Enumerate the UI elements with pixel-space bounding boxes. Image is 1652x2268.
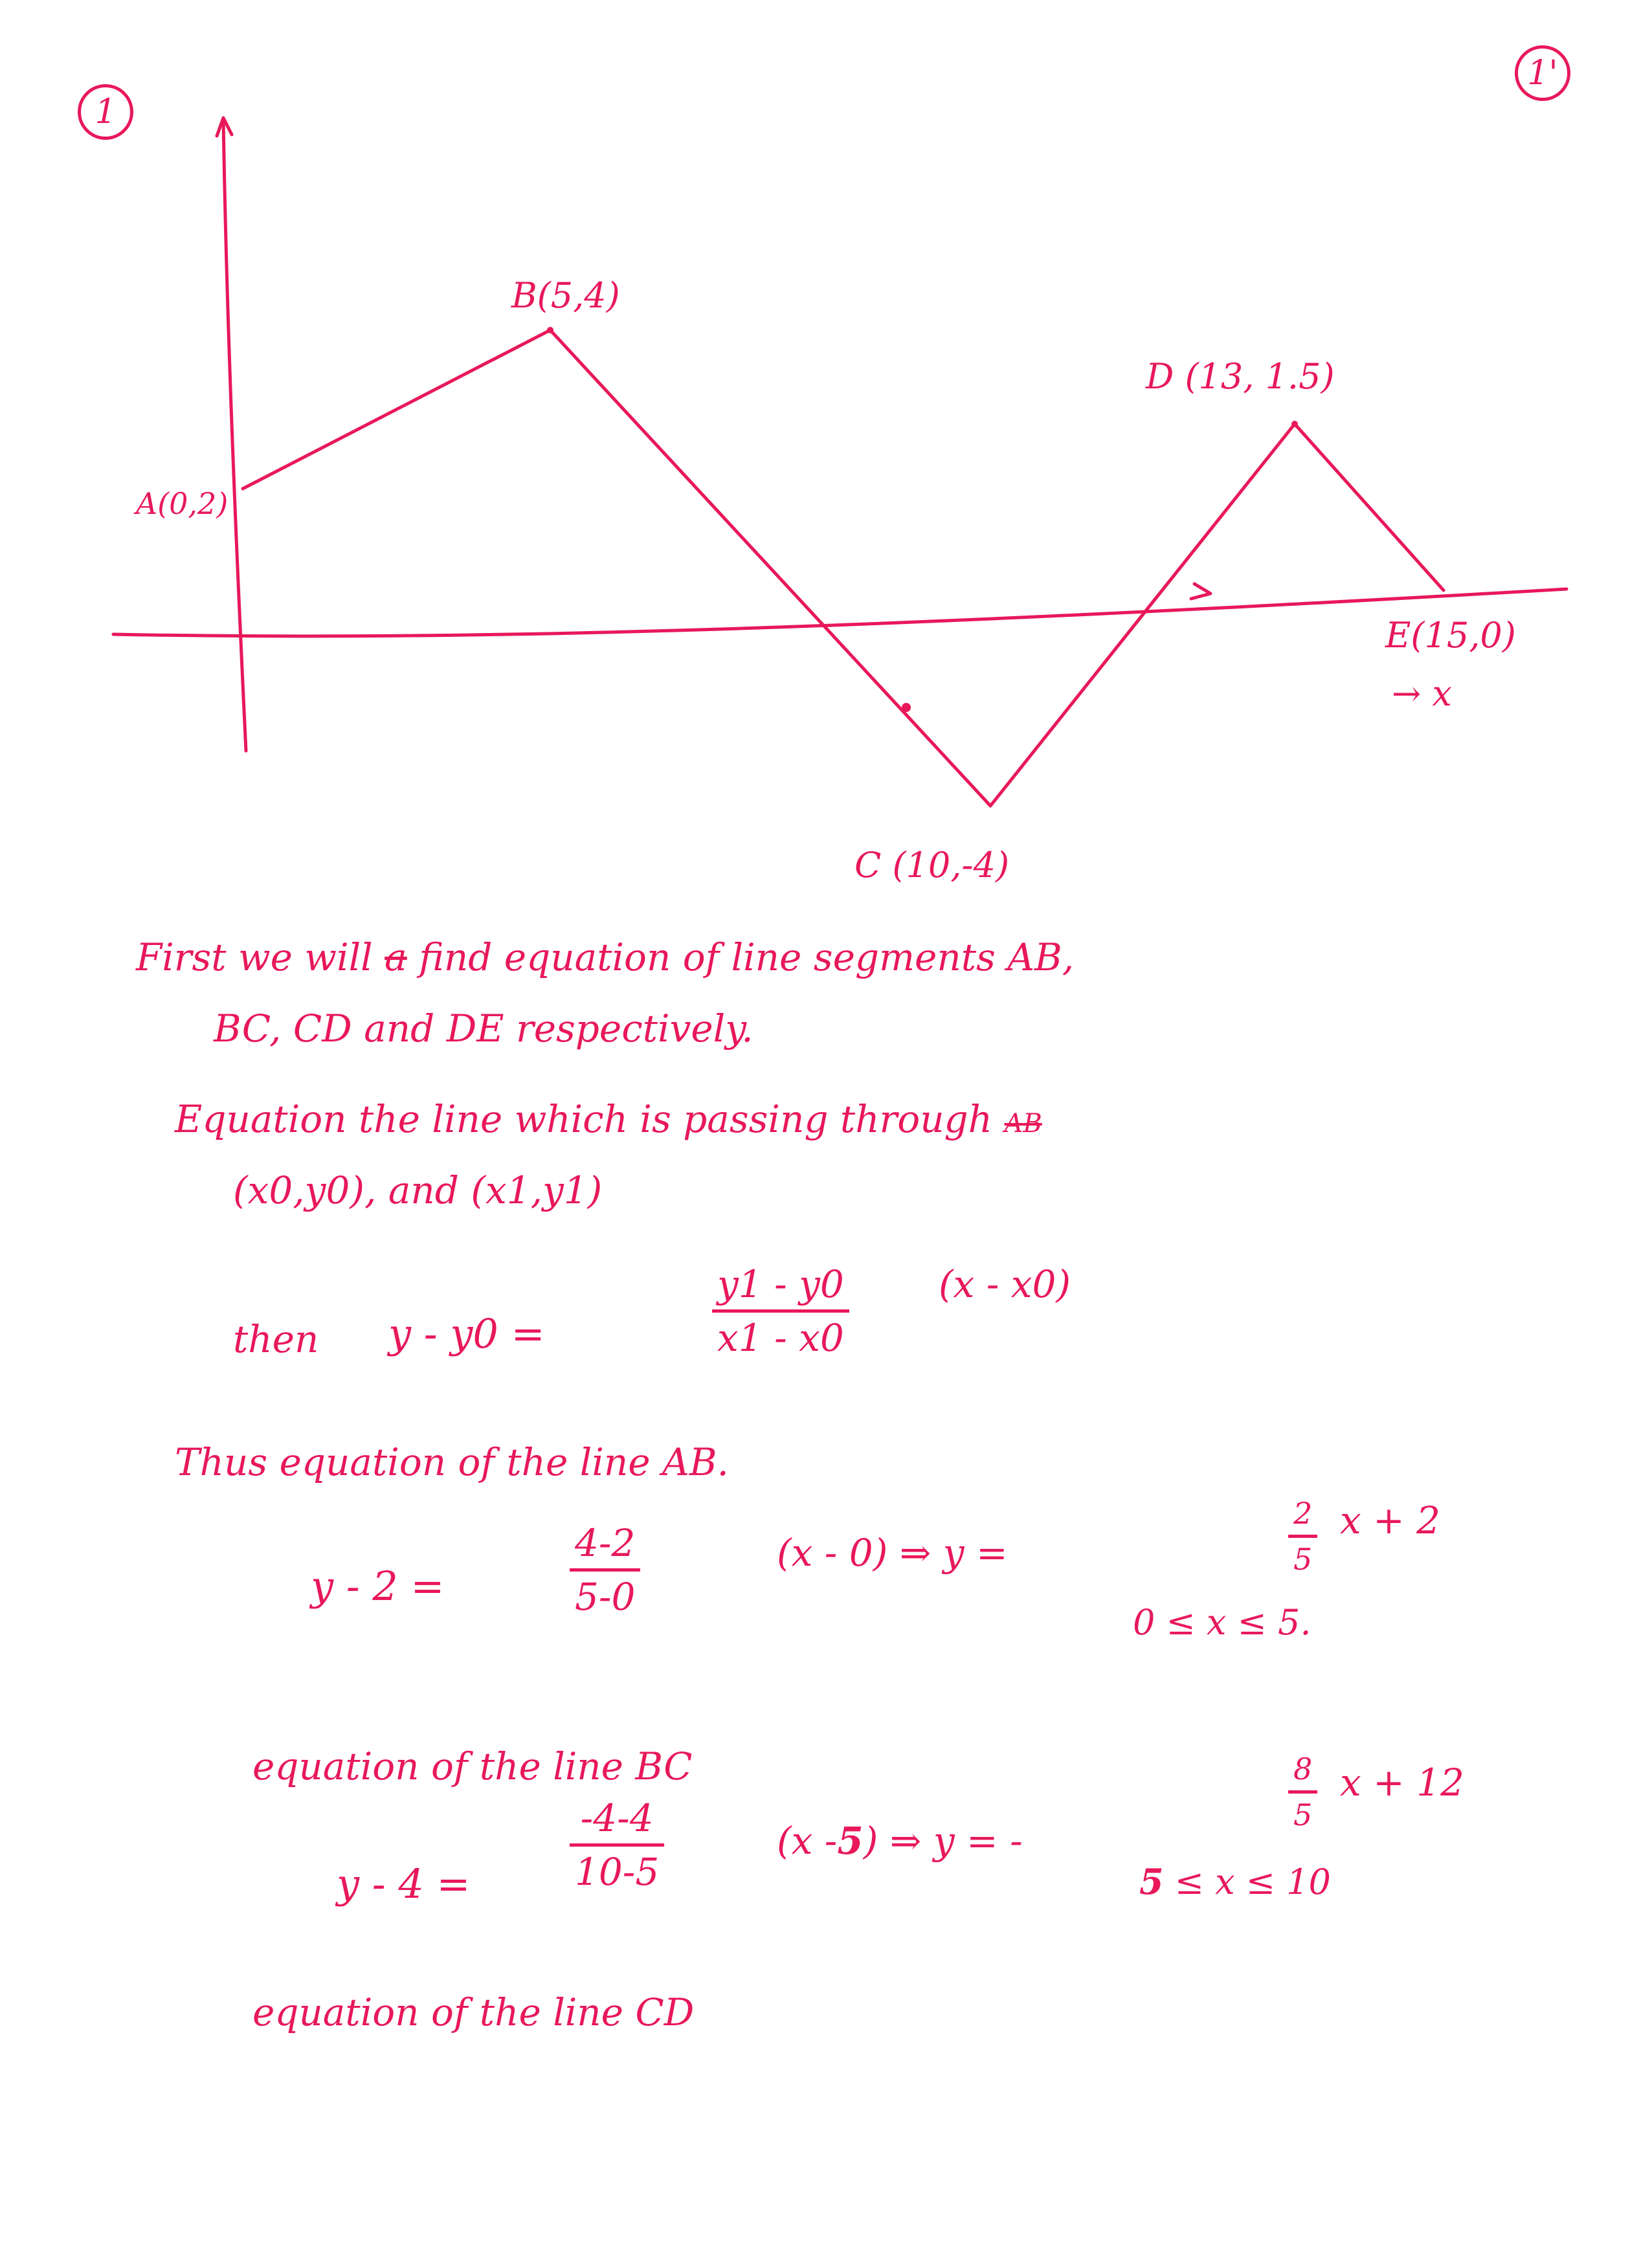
heading-line-cd: equation of the line CD: [252, 1990, 695, 2034]
bc-lhs: y - 4 =: [337, 1860, 471, 1907]
formula-fraction: y1 - y0 x1 - x0: [712, 1265, 849, 1357]
ab-fraction: 4-2 5-0: [570, 1524, 640, 1616]
bc-slope-fraction: 8 5: [1288, 1754, 1317, 1830]
ab-slope-fraction: 2 5: [1288, 1498, 1317, 1574]
page-number-left: 1: [78, 84, 133, 140]
label-point-e: E(15,0): [1385, 615, 1516, 656]
label-point-a: A(0,2): [136, 486, 229, 521]
x-axis-arrow: [1191, 584, 1211, 599]
heading-line-ab: Thus equation of the line AB.: [175, 1440, 729, 1484]
intro-line-2: BC, CD and DE respectively.: [214, 1006, 753, 1051]
x-axis-label: → x: [1392, 673, 1452, 714]
heading-line-bc: equation of the line BC: [252, 1744, 693, 1788]
bc-fraction: -4-4 10-5: [570, 1799, 664, 1891]
y-axis: [223, 120, 246, 751]
label-point-b: B(5,4): [511, 275, 620, 316]
formula-lhs: y - y0 =: [388, 1310, 545, 1357]
bc-rhs-tail: x + 12: [1340, 1761, 1464, 1805]
formula-tail: (x - x0): [939, 1262, 1071, 1306]
graph-point-marker: [902, 703, 911, 712]
ab-rhs-tail: x + 2: [1340, 1498, 1441, 1542]
graph-sketch: [0, 0, 1652, 906]
then-word: then: [233, 1317, 319, 1361]
ab-middle: (x - 0) ⇒ y =: [777, 1531, 1008, 1575]
label-point-d: D (13, 1.5): [1146, 356, 1335, 397]
x-axis: [113, 589, 1567, 636]
bc-middle: (x -5) ⇒ y = -: [777, 1819, 1023, 1863]
label-point-c: C (10,-4): [854, 845, 1010, 885]
intro-line-3: Equation the line which is passing through AB: [175, 1097, 1042, 1141]
ab-lhs: y - 2 =: [311, 1562, 445, 1610]
intro-line-1: First we will a find equation of line segments AB,: [136, 935, 1075, 979]
vertex-b: [547, 327, 553, 333]
page-number-right: 1': [1515, 45, 1570, 101]
bc-domain: 5 ≤ x ≤ 10: [1139, 1861, 1331, 1902]
intro-line-4: (x0,y0), and (x1,y1): [233, 1168, 603, 1212]
polyline-graph: [243, 330, 1444, 806]
vertex-d: [1291, 421, 1298, 427]
ab-domain: 0 ≤ x ≤ 5.: [1133, 1602, 1312, 1643]
